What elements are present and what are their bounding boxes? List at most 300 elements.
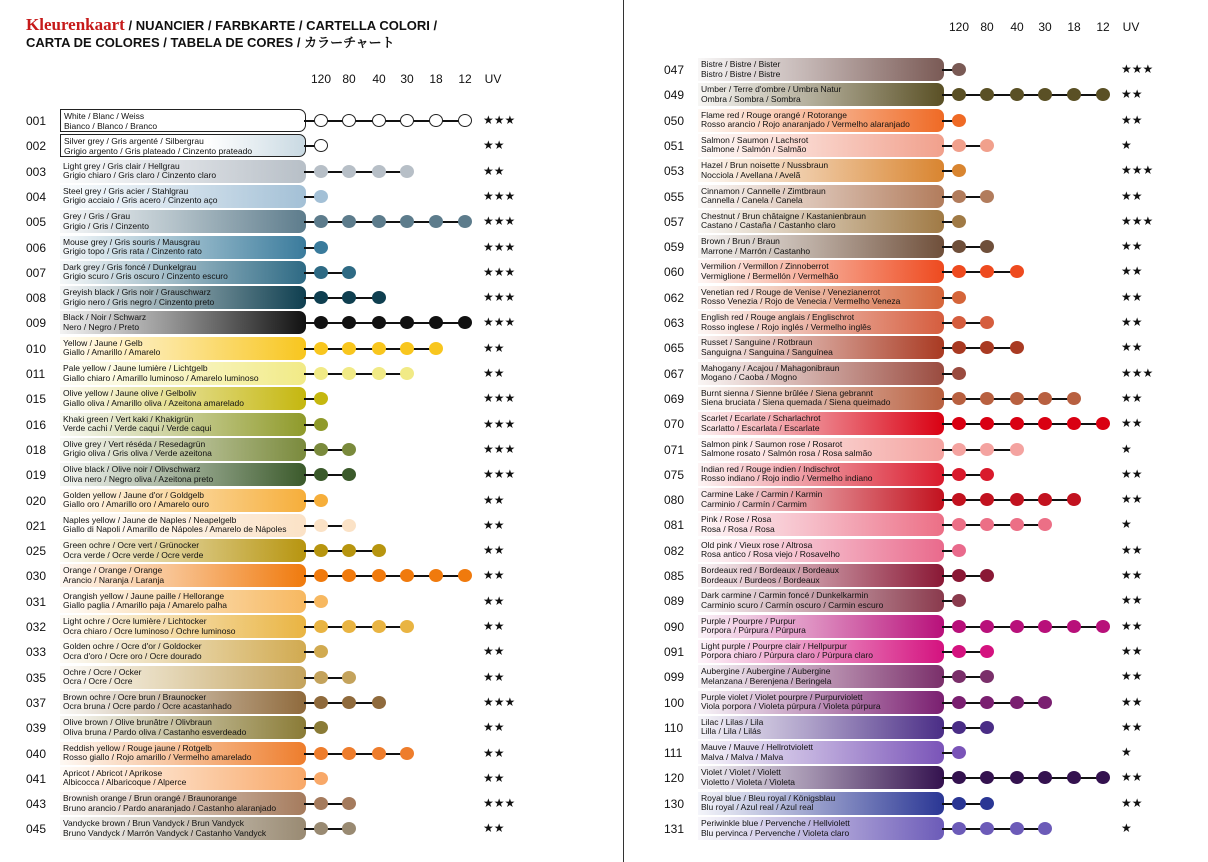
dilution-dot-30 — [400, 316, 414, 329]
color-swatch — [698, 185, 944, 208]
dilution-dot-120 — [314, 595, 328, 608]
color-swatch — [698, 640, 944, 663]
dilution-dot-30 — [1038, 417, 1052, 430]
color-row-080 — [664, 488, 1154, 512]
uv-rating: ★★★ — [1121, 62, 1154, 76]
color-row-005 — [26, 210, 516, 234]
color-code: 010 — [26, 341, 47, 356]
uv-rating: ★★ — [483, 745, 505, 760]
color-row-099 — [664, 665, 1154, 689]
dilution-dot-18 — [429, 342, 443, 355]
color-row-003 — [26, 160, 516, 184]
dilution-dot-40 — [1010, 88, 1024, 101]
color-row-075 — [664, 463, 1154, 487]
color-code: 080 — [664, 493, 685, 508]
dilution-dot-40 — [372, 342, 386, 355]
color-swatch — [60, 311, 306, 334]
color-swatch — [698, 362, 944, 385]
dilution-dot-80 — [980, 190, 994, 203]
dilution-dot-120 — [952, 822, 966, 835]
color-code: 111 — [664, 746, 683, 761]
uv-rating: ★★ — [1121, 719, 1143, 734]
color-code: 025 — [26, 544, 47, 559]
color-swatch — [698, 438, 944, 461]
uv-rating: ★★ — [483, 619, 505, 633]
uv-rating: ★★ — [483, 669, 505, 684]
color-code: 059 — [664, 240, 685, 255]
color-name-line1: Russet / Sanguine / Rotbraun — [701, 337, 813, 348]
color-code: 039 — [26, 721, 47, 736]
color-code: 130 — [664, 796, 685, 811]
color-code: 065 — [664, 341, 685, 356]
color-name-line1: Burnt sienna / Sienne brûlée / Siena gebrannt — [701, 387, 874, 398]
dilution-dot-40 — [372, 114, 386, 127]
color-name-line2: Mogano / Caoba / Mogno — [701, 372, 797, 383]
color-swatch — [698, 336, 944, 359]
dilution-dot-30 — [400, 367, 414, 380]
color-row-032 — [26, 615, 516, 639]
dilution-dot-80 — [980, 822, 994, 835]
color-swatch — [60, 640, 306, 663]
color-row-067 — [664, 362, 1154, 386]
color-name-line1: Salmon pink / Saumon rose / Rosarot — [701, 438, 843, 449]
color-name-line1: Vandycke brown / Brun Vandyck / Brun Vandyck — [63, 818, 244, 829]
uv-rating: ★ — [1121, 517, 1132, 532]
color-name-line2: Blu pervinca / Pervenche / Violeta claro — [701, 827, 850, 838]
color-code: 047 — [664, 63, 685, 77]
color-row-063 — [664, 311, 1154, 335]
color-name-line1: Light ochre / Ocre lumière / Lichtocker — [63, 616, 207, 626]
dilution-dot-80 — [980, 139, 994, 152]
uv-rating: ★★ — [1121, 416, 1143, 431]
color-row-047 — [664, 58, 1154, 82]
dilution-dot-120 — [314, 747, 328, 760]
color-code: 040 — [26, 746, 47, 761]
color-swatch — [60, 160, 306, 183]
color-swatch — [60, 792, 306, 815]
color-name-line2: Marrone / Marrón / Castanho — [701, 245, 811, 256]
color-swatch — [60, 716, 306, 739]
color-row-025 — [26, 539, 516, 563]
dilution-dot-120 — [952, 645, 966, 658]
color-name-line1: Hazel / Brun noisette / Nussbraun — [701, 160, 829, 171]
dilution-dot-120 — [314, 494, 328, 507]
dilution-dot-40 — [372, 747, 386, 760]
color-name-line2: Viola porpora / Violeta púrpura / Violeta púrpura — [701, 701, 881, 711]
color-swatch — [698, 691, 944, 714]
color-name-line2: Grigio acciaio / Gris acero / Cinzento aço — [63, 195, 218, 206]
color-code: 035 — [26, 670, 47, 685]
dilution-dot-18 — [1067, 771, 1081, 784]
color-name-line1: Brown ochre / Ocre brun / Braunocker — [63, 691, 207, 702]
uv-rating: ★ — [1121, 821, 1132, 835]
color-row-011 — [26, 362, 516, 386]
dilution-dot-120 — [952, 114, 966, 127]
uv-rating: ★★★ — [483, 441, 516, 456]
color-code: 030 — [26, 569, 47, 584]
dilution-dot-120 — [952, 265, 966, 278]
dilution-dot-30 — [400, 114, 414, 127]
dilution-dot-120 — [314, 266, 328, 279]
color-code: 051 — [664, 138, 685, 153]
color-name-line1: Silver grey / Gris argenté / Silbergrau — [64, 136, 204, 147]
dilution-dot-80 — [342, 797, 356, 810]
color-swatch — [60, 413, 306, 436]
color-name-line2: Rosa / Rosa / Rosa — [701, 523, 775, 534]
color-code: 033 — [26, 645, 47, 660]
color-code: 091 — [664, 644, 685, 659]
color-code: 120 — [664, 771, 685, 786]
uv-rating: ★★ — [483, 340, 505, 355]
color-swatch — [60, 564, 306, 587]
uv-rating: ★★ — [1121, 340, 1143, 355]
dilution-dot-40 — [372, 165, 386, 178]
header-80: 80 — [342, 72, 356, 86]
dilution-dot-30 — [1038, 88, 1052, 101]
uv-rating: ★★★ — [483, 188, 516, 203]
dilution-dot-80 — [980, 518, 994, 531]
dilution-dot-120 — [314, 190, 328, 203]
dilution-dot-120 — [314, 645, 328, 658]
uv-rating: ★★ — [1121, 568, 1143, 582]
dilution-dot-18 — [429, 114, 443, 127]
color-swatch — [60, 767, 306, 790]
color-swatch — [60, 236, 306, 259]
color-code: 070 — [664, 417, 685, 432]
color-swatch — [698, 792, 944, 815]
uv-rating: ★★ — [483, 770, 505, 785]
color-row-055 — [664, 185, 1154, 209]
dilution-dot-120 — [314, 797, 328, 810]
dilution-dot-40 — [1010, 341, 1024, 354]
header-18: 18 — [1067, 20, 1081, 34]
dilution-dot-120 — [952, 620, 966, 633]
color-code: 007 — [26, 265, 47, 280]
color-row-030 — [26, 564, 516, 588]
color-name-line2: Lilla / Lila / Lilás — [701, 726, 762, 737]
dilution-dot-12 — [1096, 620, 1110, 633]
color-name-line1: Dark carmine / Carmin foncé / Dunkelkarmin — [701, 590, 869, 601]
dilution-dot-30 — [1038, 822, 1052, 835]
dilution-dot-120 — [314, 544, 328, 557]
uv-rating: ★★ — [1121, 264, 1143, 279]
color-name-line1: Flame red / Rouge orangé / Rotorange — [701, 109, 848, 120]
dilution-dot-12 — [458, 114, 472, 127]
color-name-line1: Salmon / Saumon / Lachsrot — [701, 134, 809, 145]
dilution-dot-40 — [1010, 620, 1024, 633]
header-40: 40 — [1010, 20, 1024, 34]
color-name-line1: Mouse grey / Gris souris / Mausgrau — [63, 236, 200, 247]
dilution-dot-120 — [314, 139, 328, 152]
color-row-001 — [26, 109, 516, 133]
color-row-051 — [664, 134, 1154, 158]
color-name-line2: Bruno arancio / Pardo anaranjado / Castanho alaranjado — [63, 802, 277, 813]
color-name-line1: Green ochre / Ocre vert / Grünocker — [63, 540, 200, 551]
uv-rating: ★★★ — [483, 214, 516, 229]
color-name-line2: Giallo oliva / Amarillo oliva / Azeitona amarelado — [63, 397, 244, 408]
uv-rating: ★★ — [483, 821, 505, 836]
color-code: 041 — [26, 771, 47, 786]
color-name-line1: Naples yellow / Jaune de Naples / Neapelgelb — [63, 514, 237, 525]
dilution-dot-80 — [342, 367, 356, 380]
uv-rating: ★★ — [1121, 694, 1143, 709]
color-swatch — [698, 564, 944, 587]
color-swatch — [60, 109, 306, 132]
dilution-dot-80 — [342, 443, 356, 456]
color-swatch — [698, 817, 944, 840]
color-swatch — [698, 539, 944, 562]
color-name-line2: Porpora / Púrpura / Púrpura — [701, 625, 806, 636]
dilution-dot-80 — [342, 519, 356, 532]
dilution-dot-18 — [1067, 620, 1081, 633]
dilution-dot-120 — [314, 620, 328, 633]
color-code: 069 — [664, 391, 685, 406]
color-name-line2: Bistro / Bistre / Bistre — [701, 68, 781, 79]
color-code: 049 — [664, 88, 685, 103]
color-code: 003 — [26, 164, 47, 179]
color-swatch — [698, 159, 944, 182]
color-row-110 — [664, 716, 1154, 740]
uv-rating: ★★ — [1121, 795, 1143, 810]
color-name-line2: Giallo oro / Amarillo oro / Amarelo ouro — [63, 499, 209, 509]
dilution-dot-120 — [314, 443, 328, 456]
dilution-dot-18 — [1067, 417, 1081, 430]
color-name-line2: Blu royal / Azul real / Azul real — [701, 802, 814, 813]
dilution-dot-120 — [952, 63, 966, 76]
color-code: 110 — [664, 720, 684, 735]
dilution-dot-40 — [1010, 518, 1024, 531]
color-code: 085 — [664, 569, 685, 583]
dilution-dot-40 — [1010, 392, 1024, 405]
dilution-dot-18 — [1067, 392, 1081, 405]
dilution-dot-80 — [342, 165, 356, 178]
uv-rating: ★★ — [1121, 466, 1143, 481]
color-name-line1: Olive black / Olive noir / Olivschwarz — [63, 464, 201, 475]
color-row-057 — [664, 210, 1154, 234]
color-name-line2: Sanguigna / Sanguina / Sanguínea — [701, 346, 833, 357]
dilution-dot-120 — [314, 696, 328, 709]
color-code: 089 — [664, 594, 685, 609]
dilution-dot-30 — [400, 620, 414, 633]
dilution-dot-120 — [952, 316, 966, 329]
dilution-dot-120 — [952, 240, 966, 253]
uv-rating: ★★★ — [1121, 365, 1154, 380]
dilution-dot-12 — [1096, 88, 1110, 101]
color-swatch — [60, 742, 306, 765]
uv-rating: ★★ — [483, 163, 505, 178]
dilution-dot-40 — [372, 367, 386, 380]
color-code: 060 — [664, 265, 685, 280]
dilution-dot-120 — [952, 139, 966, 152]
color-row-111 — [664, 741, 1154, 765]
uv-rating: ★★ — [1121, 618, 1143, 633]
color-swatch — [698, 741, 944, 764]
color-name-line2: Bianco / Blanco / Branco — [64, 120, 158, 131]
dilution-dot-80 — [980, 645, 994, 658]
header-uv: UV — [1122, 20, 1140, 34]
color-swatch — [60, 817, 306, 840]
color-row-070 — [664, 412, 1154, 436]
color-name-line2: Ocra bruna / Ocre pardo / Ocre acastanhado — [63, 701, 232, 712]
dilution-dot-120 — [952, 291, 966, 304]
color-row-006 — [26, 236, 516, 260]
color-name-line2: Verde cachi / Verde caqui / Verde caqui — [63, 423, 212, 434]
dilution-dot-30 — [400, 215, 414, 228]
color-name-line1: Light purple / Pourpre clair / Hellpurpur — [701, 640, 847, 651]
color-code: 090 — [664, 619, 685, 634]
dilution-dot-120 — [314, 114, 328, 127]
color-name-line1: Ochre / Ocre / Ocker — [63, 666, 142, 677]
color-name-line1: Venetian red / Rouge de Venise / Venezianerrot — [701, 286, 881, 297]
dilution-dot-30 — [1038, 620, 1052, 633]
color-code: 053 — [664, 164, 685, 179]
color-name-line1: Reddish yellow / Rouge jaune / Rotgelb — [63, 742, 212, 753]
color-name-line1: Aubergine / Aubergine / Aubergine — [701, 666, 831, 677]
color-name-line2: Grigio nero / Gris negro / Cinzento preto — [63, 296, 215, 307]
color-name-line2: Oliva bruna / Pardo oliva / Castanho esverdeado — [63, 726, 247, 737]
color-swatch — [60, 691, 306, 714]
dilution-dot-30 — [400, 342, 414, 355]
uv-rating: ★★★ — [483, 290, 516, 305]
dilution-dot-80 — [980, 696, 994, 709]
dilution-dot-120 — [952, 417, 966, 430]
color-name-line2: Melanzana / Berenjena / Beringela — [701, 675, 832, 686]
color-code: 075 — [664, 467, 685, 482]
color-swatch — [698, 463, 944, 486]
color-name-line2: Grigio argento / Gris plateado / Cinzento prateado — [64, 145, 253, 156]
color-name-line2: Ocra d'oro / Ocre oro / Ocre dourado — [63, 650, 202, 661]
dilution-dot-120 — [314, 468, 328, 481]
uv-rating: ★★ — [1121, 239, 1143, 254]
dilution-dot-40 — [372, 215, 386, 228]
uv-rating: ★★ — [483, 593, 505, 608]
color-swatch — [698, 615, 944, 638]
dilution-dot-80 — [342, 620, 356, 633]
uv-rating: ★★★ — [483, 113, 516, 127]
header-120: 120 — [310, 72, 332, 86]
color-row-071 — [664, 438, 1154, 462]
dilution-dot-120 — [952, 392, 966, 405]
uv-rating: ★★★ — [483, 391, 516, 406]
dilution-dot-120 — [314, 241, 328, 254]
uv-rating: ★★ — [1121, 188, 1143, 203]
color-name-line2: Bruno Vandyck / Marrón Vandyck / Castanho Vandyck — [63, 827, 267, 838]
color-name-line1: Brownish orange / Brun orangé / Braunorange — [63, 793, 237, 804]
color-swatch — [698, 134, 944, 157]
dilution-dot-120 — [314, 519, 328, 532]
color-name-line2: Scarlatto / Escarlata / Escarlate — [701, 422, 820, 433]
dilution-dot-40 — [372, 291, 386, 304]
dilution-dot-40 — [1010, 696, 1024, 709]
color-row-065 — [664, 336, 1154, 360]
uv-rating: ★★ — [483, 517, 505, 532]
color-row-002 — [26, 134, 516, 158]
dilution-dot-80 — [342, 671, 356, 684]
dilution-dot-80 — [980, 468, 994, 481]
dilution-dot-120 — [314, 822, 328, 835]
color-name-line1: Mauve / Mauve / Hellrotviolett — [701, 742, 813, 753]
color-name-line2: Ocra / Ocre / Ocre — [63, 676, 133, 687]
uv-rating: ★★★ — [1121, 213, 1154, 228]
dilution-dot-30 — [1038, 392, 1052, 405]
color-name-line1: Black / Noir / Schwarz — [63, 312, 147, 323]
color-name-line1: Greyish black / Gris noir / Grauschwarz — [63, 287, 211, 298]
color-swatch — [698, 716, 944, 739]
color-name-line1: English red / Rouge anglais / Englischrot — [701, 312, 855, 322]
color-name-line2: Oliva nero / Negro oliva / Azeitona preto — [63, 473, 214, 484]
color-swatch — [60, 337, 306, 360]
dilution-dot-80 — [342, 544, 356, 557]
color-swatch — [60, 185, 306, 208]
color-name-line1: Light grey / Gris clair / Hellgrau — [63, 160, 180, 171]
color-name-line2: Violetto / Violeta / Violeta — [701, 776, 796, 787]
color-code: 067 — [664, 366, 685, 381]
color-swatch — [698, 387, 944, 410]
dilution-dot-80 — [342, 316, 356, 329]
color-name-line2: Rosa antico / Rosa viejo / Rosavelho — [701, 549, 840, 560]
dilution-dot-40 — [1010, 265, 1024, 278]
color-code: 071 — [664, 442, 685, 457]
dilution-dot-120 — [314, 342, 328, 355]
dilution-dot-120 — [952, 771, 966, 784]
color-swatch — [698, 311, 944, 334]
color-name-line2: Giallo paglia / Amarillo paja / Amarelo palha — [63, 600, 227, 611]
dilution-dot-18 — [429, 569, 443, 582]
dilution-dot-120 — [314, 165, 328, 178]
color-name-line1: Olive brown / Olive brunâtre / Olivbraun — [63, 717, 212, 728]
dilution-dot-80 — [342, 569, 356, 582]
uv-rating: ★★ — [483, 543, 505, 558]
color-code: 099 — [664, 670, 685, 685]
color-name-line2: Giallo / Amarillo / Amarelo — [63, 347, 161, 358]
color-row-069 — [664, 387, 1154, 411]
dilution-dot-18 — [429, 215, 443, 228]
uv-rating: ★★ — [1121, 289, 1143, 304]
dilution-dot-18 — [429, 316, 443, 329]
dilution-dot-80 — [980, 240, 994, 253]
color-name-line2: Bordeaux / Burdeos / Bordeaux — [701, 574, 820, 585]
color-row-043 — [26, 792, 516, 816]
color-row-090 — [664, 615, 1154, 639]
color-row-035 — [26, 666, 516, 690]
dilution-dot-80 — [342, 215, 356, 228]
dilution-dot-18 — [1067, 88, 1081, 101]
color-name-line2: Salmone rosato / Salmón rosa / Rosa salmão — [701, 448, 873, 458]
dilution-dot-120 — [952, 696, 966, 709]
dilution-dot-40 — [372, 316, 386, 329]
dilution-dot-80 — [980, 316, 994, 329]
color-name-line1: Yellow / Jaune / Gelb — [63, 337, 143, 348]
dilution-dot-120 — [314, 367, 328, 380]
color-name-line2: Cannella / Canela / Canela — [701, 195, 803, 205]
dilution-dot-80 — [342, 696, 356, 709]
color-row-020 — [26, 489, 516, 513]
color-name-line1: Orangish yellow / Jaune paille / Hellorange — [63, 590, 225, 601]
color-row-021 — [26, 514, 516, 538]
color-code: 037 — [26, 695, 47, 710]
header-30: 30 — [1038, 20, 1052, 34]
header-40: 40 — [372, 72, 386, 86]
uv-rating: ★★ — [483, 720, 505, 735]
dilution-dot-12 — [458, 569, 472, 582]
color-swatch — [698, 665, 944, 688]
color-name-line2: Siena bruciata / Siena quemada / Siena queimado — [701, 397, 891, 408]
dilution-dot-80 — [342, 291, 356, 304]
uv-rating: ★★ — [1121, 770, 1143, 785]
dilution-dot-120 — [952, 164, 966, 177]
color-row-045 — [26, 817, 516, 841]
dilution-dot-120 — [952, 190, 966, 203]
